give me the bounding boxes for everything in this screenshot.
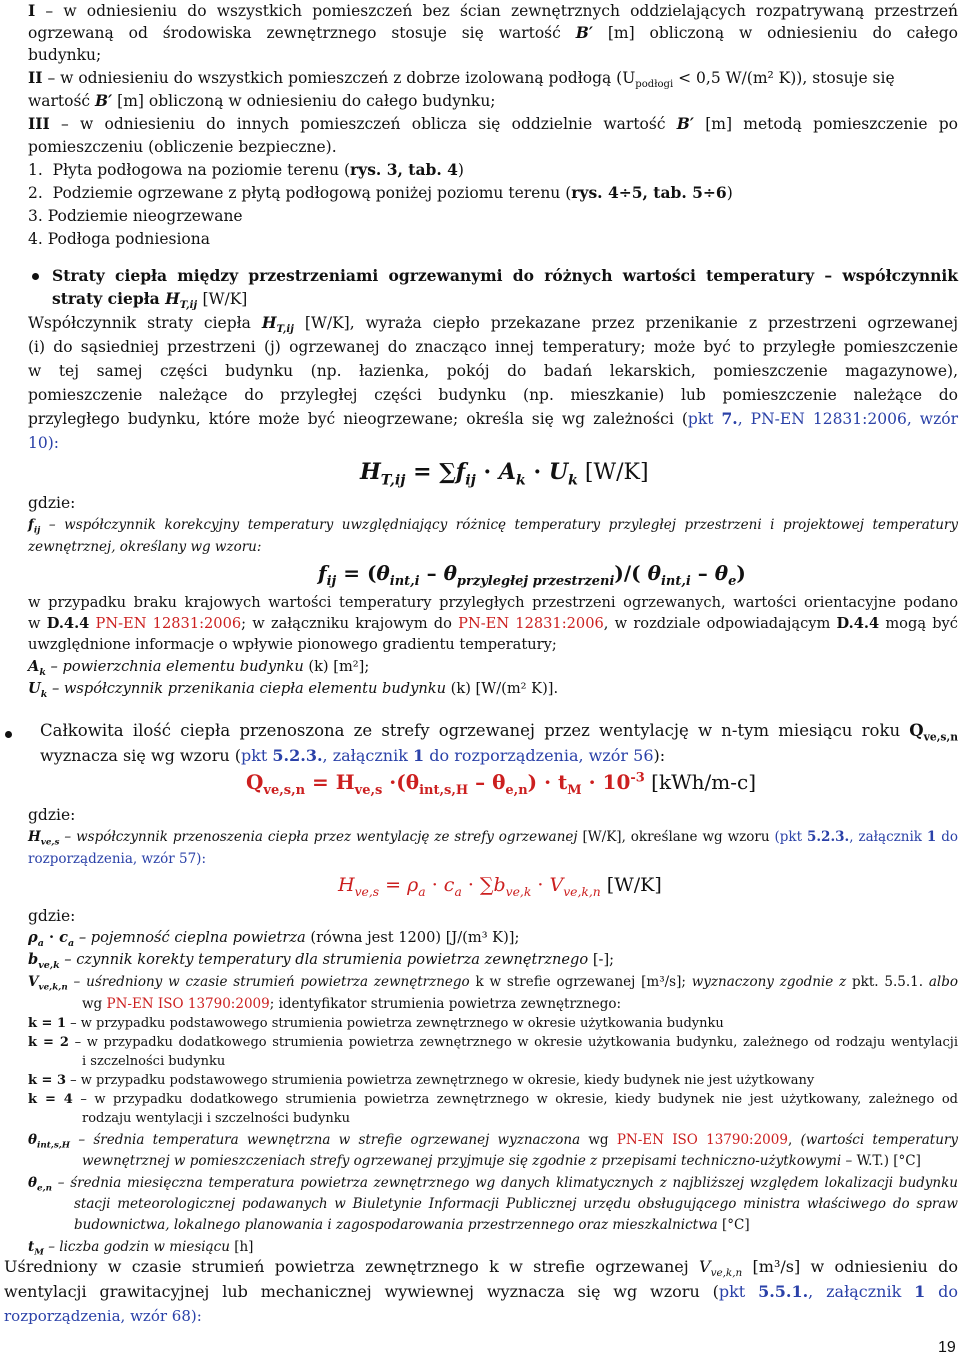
bve-definition: $b_{ve,k}$ – czynnik korekty temperatury dla strumienia powietrza zewnętrznego [-]; bbox=[28, 951, 615, 971]
k-list-item-1: k = 1 – w przypadku podstawowego strumienia powietrza zewnętrznego w okresie użytkowania budynku bbox=[28, 1016, 724, 1031]
list-item-1: 1. Płyta podłogowa na poziomie terenu (rys. 3, tab. 4) bbox=[28, 160, 464, 179]
after-line2: w D.4.4 PN-EN 12831:2006; w załączniku krajowym do PN-EN 12831:2006, w rozdziale odpowiadającym D.4.4 mogą być bbox=[28, 615, 958, 632]
k-list-item-2-cont: i szczelności budynku bbox=[82, 1054, 226, 1069]
hve-definition-line2: rozporządzenia, wzór 57): bbox=[28, 851, 206, 867]
hij-body-line4: pomieszczenie należące do przyległej części budynku (np. mieszkanie) lub pomieszczenie należące do bbox=[28, 386, 958, 404]
formula-fij: $f_{ij} = (\theta_{int,i} - \theta_{przyległej przestrzeni})/$( $\theta_{int,i} - \theta_e$) bbox=[318, 561, 746, 589]
qve-intro-line1: Całkowita ilość ciepła przenoszona ze strefy ogrzewanej przez wentylację w n-tym miesiącu roku $Q_{ve,s,n}$ bbox=[40, 721, 958, 744]
vve-definition-line2: wg PN-EN ISO 13790:2009; identyfikator strumienia powietrza zewnętrznego: bbox=[82, 996, 622, 1012]
list-item-3: 3. Podziemie nieogrzewane bbox=[28, 207, 243, 225]
final-line1: Uśredniony w czasie strumień powietrza zewnętrznego k w strefie ogrzewanej $V_{ve,k,n}$ [m³/s] w odniesieniu do bbox=[4, 1257, 959, 1280]
vve-definition-line1: $V_{ve,k,n}$ – uśredniony w czasie strumień powietrza zewnętrznego k w strefie ogrzewanej [m³/s]; wyznaczony zgodnie z pkt. 5.5.1. albo bbox=[28, 974, 958, 993]
ak-definition: $A_k$ – powierzchnia elementu budynku (k) [m²]; bbox=[28, 658, 370, 678]
para-I-line1: I – w odniesieniu do wszystkich pomieszczeń bez ścian zewnętrznych oddzielających rozpatrywaną przestrzeń bbox=[28, 1, 958, 20]
tm-definition: $t_M$ – liczba godzin w miesiącu [h] bbox=[28, 1239, 254, 1258]
hij-body-line1: Współczynnik straty ciepła $H_{T,ij}$ [W/K], wyraża ciepło przekazane przez przenikanie z przestrzeni ogrzewanej bbox=[28, 313, 959, 336]
theta-e-definition-line1: $\theta_{e,n}$ – średnia miesięczna temperatura powietrza zewnętrznego wg danych klimatycznych z najbliższej względem lokalizacji budynku bbox=[28, 1175, 958, 1194]
gdzie-label: gdzie: bbox=[28, 806, 76, 824]
gdzie-label: gdzie: bbox=[28, 494, 76, 512]
k-list-item-2: k = 2 – w przypadku dodatkowego strumienia powietrza zewnętrznego w okresie użytkowania budynku, zależnego od rodzaju wentylacji bbox=[28, 1035, 958, 1050]
fij-definition-line2: zewnętrznej, określany wg wzoru: bbox=[28, 539, 262, 555]
hij-body-line5: przyległego budynku, które może być nieogrzewane; określa się wg zależności (pkt 7., PN-EN 12831:2006, wzór bbox=[28, 409, 958, 428]
k-list-item-4-cont: rodzaju wentylacji i szczelności budynku bbox=[82, 1111, 350, 1126]
final-line2: wentylacji grawitacyjnej lub mechanicznej wywiewnej wyznacza się wg wzoru (pkt 5.5.1., załącznik 1 do bbox=[4, 1282, 959, 1301]
formula-hve: $H_{ve,s} = \rho_a \cdot c_a \cdot \sum b_{ve,k} \cdot V_{ve,k,n}$ [W/K] bbox=[338, 874, 662, 899]
gdzie-label: gdzie: bbox=[28, 907, 76, 925]
para-I-line2: ogrzewaną od środowiska zewnętrznego stosuje się wartość B′ [m] obliczoną w odniesieniu do całego bbox=[28, 23, 959, 42]
rho-definition: $\rho_a \cdot c_a$ – pojemność cieplna powietrza (równa jest 1200) [J/(m³ K)]; bbox=[28, 929, 520, 949]
page-number: 19 bbox=[938, 1339, 956, 1356]
para-III-line1: III – w odniesieniu do innych pomieszczeń oblicza się oddzielnie wartość B′ [m] metodą pomieszczenie po bbox=[28, 114, 959, 133]
formula-qve: $Q_{ve,s,n} = H_{ve,s} \cdot(\theta_{int,s,H} - \theta_{e,n}) \cdot t_M \cdot 10^{-3}$ [kWh/m-c] bbox=[246, 770, 757, 798]
after-line3: uwzględnione informacje o wpływie pionowego gradientu temperatury; bbox=[28, 636, 557, 653]
hve-definition-line1: $H_{ve,s}$ – współczynnik przenoszenia ciepła przez wentylację ze strefy ogrzewanej [W/K], określane wg wzoru (pkt 5.2.3., załącznik 1 do bbox=[28, 829, 959, 848]
list-item-4: 4. Podłoga podniesiona bbox=[28, 230, 210, 248]
para-I-line3: budynku; bbox=[28, 46, 102, 64]
theta-int-definition-line1: $\theta_{int,s,H}$ – średnia temperatura wewnętrzna w strefie ogrzewanej wyznaczona wg PN-EN ISO 13790:2009, (wartości temperatury bbox=[28, 1132, 958, 1151]
final-line3: rozporządzenia, wzór 68): bbox=[4, 1307, 202, 1325]
hij-body-line2: (i) do sąsiedniej przestrzeni (j) ogrzewanej do znacząco innej temperatury; może być to przyległe pomieszczenie bbox=[28, 338, 958, 356]
formula-hij: $H_{T,ij} = \sum f_{ij} \cdot A_k \cdot U_k$ [W/K] bbox=[360, 459, 649, 489]
theta-int-definition-line2: wewnętrznej w pomieszczeniach strefy ogrzewanej przyjmuje się zgodnie z przepisami techniczno-użytkowymi – W.T.) [°C] bbox=[82, 1153, 921, 1169]
hij-body-line3: w tej samej części budynku (np. łazienka, pokój do badań lekarskich, pomieszczenie magazynowe), bbox=[28, 362, 958, 380]
bullet-icon bbox=[32, 273, 39, 280]
k-list-item-3: k = 3 – w przypadku podstawowego strumienia powietrza zewnętrznego w okresie, kiedy budynek nie jest użytkowany bbox=[28, 1073, 815, 1088]
para-II-line2: wartość B′ [m] obliczoną w odniesieniu do całego budynku; bbox=[28, 91, 496, 110]
para-II-line1: II – w odniesieniu do wszystkich pomieszczeń z dobrze izolowaną podłogą ($U_{podłogi} < 0,5$ W/(m² K)), stosuje się bbox=[28, 68, 895, 91]
section-heading-line2: straty ciepła $H_{T,ij}$ [W/K] bbox=[52, 289, 248, 312]
uk-definition: $U_k$ – współczynnik przenikania ciepła elementu budynku (k) [W/(m² K)]. bbox=[28, 680, 559, 700]
fij-definition-line1: $f_{ij}$ – współczynnik korekcyjny temperatury uwzględniający różnicę temperatury przyległej przestrzeni i projektowej temperatury bbox=[28, 517, 958, 536]
k-list-item-4: k = 4 – w przypadku dodatkowego strumienia powietrza zewnętrznego w okresie, kiedy budynek nie jest użytkowany, zależnego od bbox=[28, 1092, 958, 1107]
theta-e-definition-line3: budownictwa, lokalnego planowania i zagospodarowania przestrzennego oraz mieszkalnictwa [°C] bbox=[74, 1217, 750, 1233]
para-III-line2: pomieszczeniu (obliczenie bezpieczne). bbox=[28, 138, 337, 156]
list-item-2: 2. Podziemie ogrzewane z płytą podłogową poniżej poziomu terenu (rys. 4÷5, tab. 5÷6) bbox=[28, 183, 733, 202]
section-heading-line1: Straty ciepła między przestrzeniami ogrzewanymi do różnych wartości temperatury – współczynnik bbox=[52, 266, 958, 285]
bullet-icon bbox=[5, 731, 12, 738]
qve-intro-line2: wyznacza się wg wzoru (pkt 5.2.3., załącznik 1 do rozporządzenia, wzór 56): bbox=[40, 746, 666, 765]
after-line1: w przypadku braku krajowych wartości temperatury przyległych przestrzeni ogrzewanych, wartości orientacyjne podano bbox=[28, 594, 958, 611]
theta-e-definition-line2: stacji meteorologicznej podawanych w Biuletynie Informacji Publicznej urzędu obsługującego ministra właściwego do spraw bbox=[74, 1196, 958, 1212]
hij-body-line6: 10): bbox=[28, 434, 59, 452]
